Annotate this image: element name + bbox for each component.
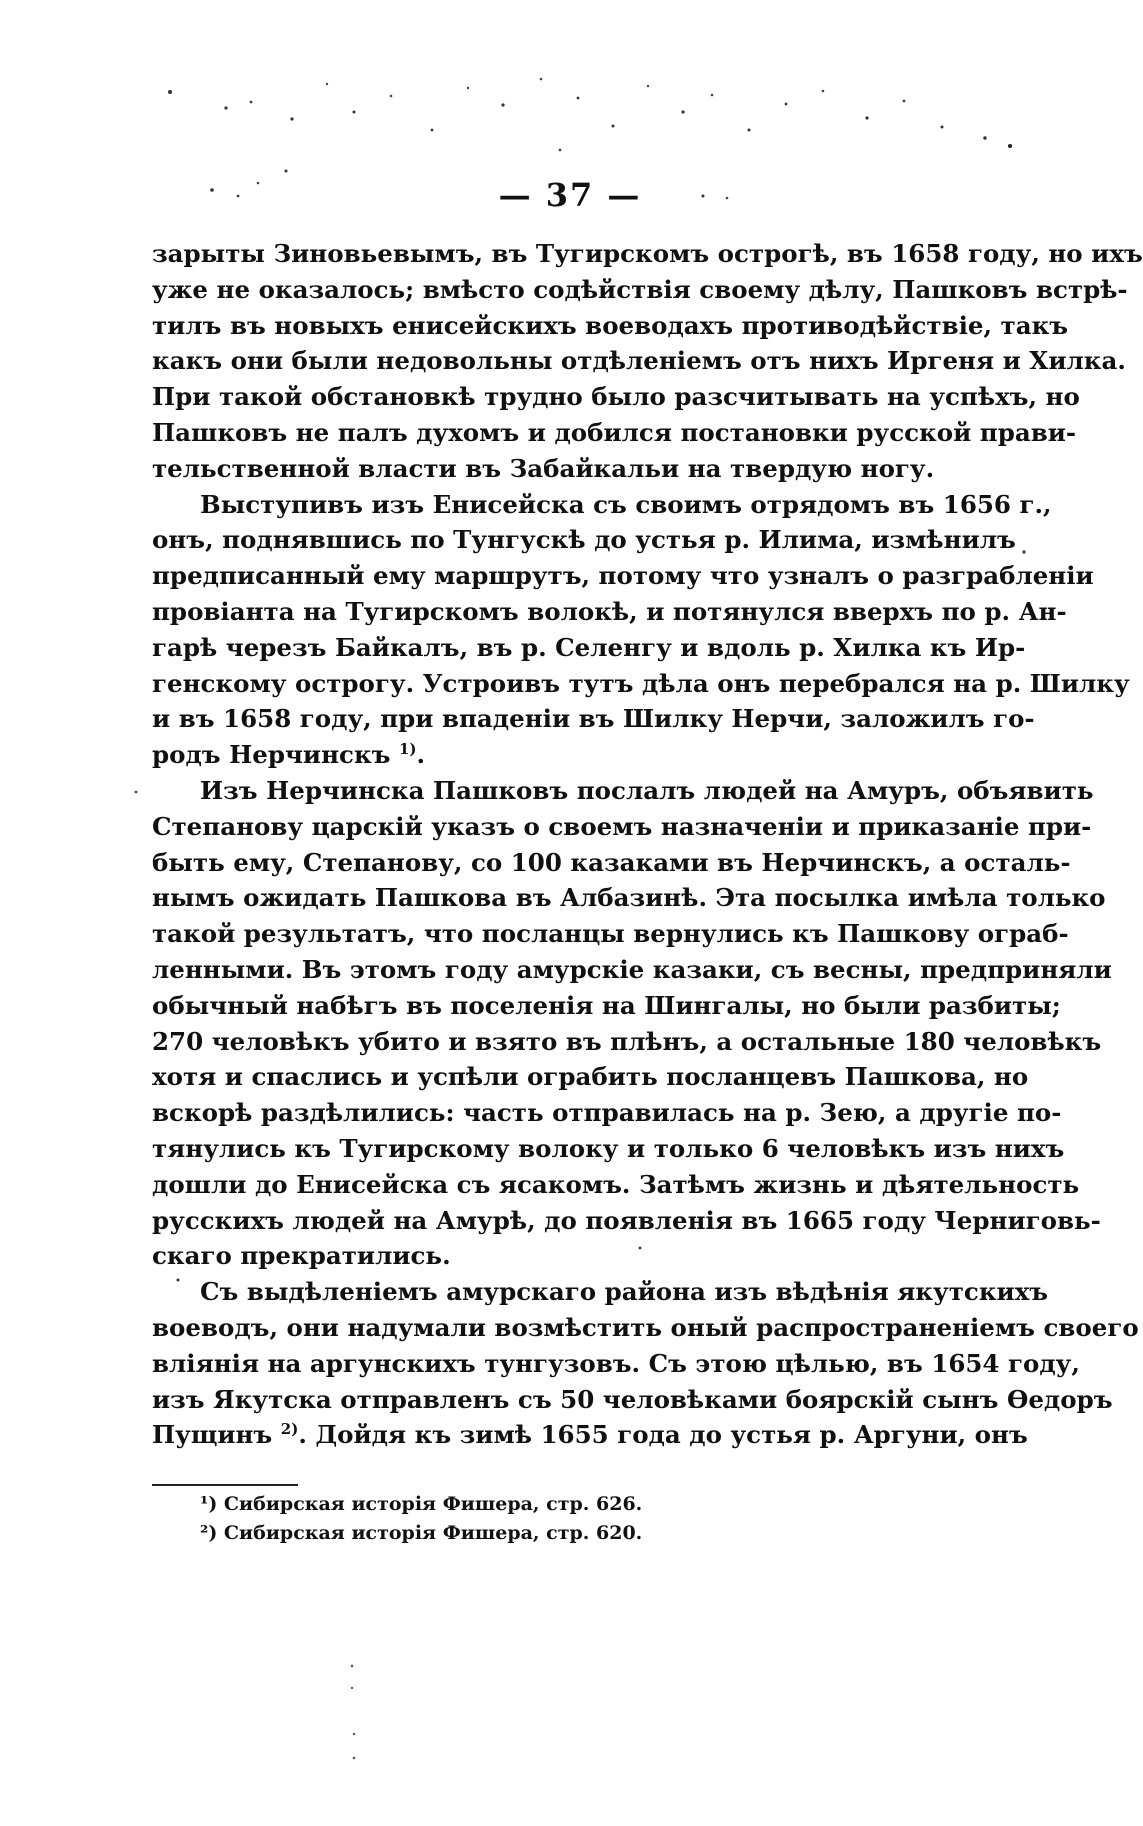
main-text [152, 236, 1143, 1453]
text-line: генскому острогу. Устроивъ тутъ дѣла онъ перебрался на р. Шилку [152, 668, 1130, 698]
text-line: уже не оказалось; вмѣсто содѣйствія своему дѣлу, Пашковъ встрѣ- [152, 274, 1128, 304]
text-line: воеводъ, они надумали возмѣстить оный распространеніемъ своего [152, 1312, 1139, 1342]
text-line: предписанный ему маршрутъ, потому что узналъ о разграбленіи [152, 561, 1094, 591]
text-fragment: . Дойдя къ зимѣ 1655 года до устья р. Аргуни, онъ [298, 1420, 1028, 1450]
text-line: хотя и спаслись и успѣли ограбить посланцевъ Пашкова, но [152, 1062, 1029, 1092]
text-line: скаго прекратились. [152, 1241, 451, 1271]
text-line: провіанта на Тугирскомъ волокѣ, и потянулся вверхъ по р. Ан- [152, 596, 1067, 626]
text-line: русскихъ людей на Амурѣ, до появленія въ 1665 году Черниговь- [152, 1205, 1101, 1235]
text-line: дошли до Енисейска съ ясакомъ. Затѣмъ жизнь и дѣятельность [152, 1169, 1080, 1199]
text-fragment: Пущинъ [152, 1420, 273, 1450]
text-fragment: . [416, 740, 426, 770]
text-line: При такой обстановкѣ трудно было разсчитывать на успѣхъ, но [152, 382, 1080, 412]
text-line: изъ Якутска отправленъ съ 50 человѣками боярскій сынъ Ѳедоръ [152, 1384, 1113, 1414]
text-line: тянулись къ Тугирскому волоку и только 6 человѣкъ изъ нихъ [152, 1133, 1065, 1163]
text-line: 270 человѣкъ убито и взято въ плѣнъ, а остальные 180 человѣкъ [152, 1026, 1102, 1056]
text-line: и въ 1658 году, при впаденіи въ Шилку Нерчи, заложилъ го- [152, 704, 1035, 734]
footnote: ²) Сибирская исторія Фишера, стр. 620. [200, 1522, 643, 1544]
page-number: — 37 — [498, 176, 642, 214]
text-line: обычный набѣгъ въ поселенія на Шингалы, но были разбиты; [152, 990, 1061, 1020]
text-line: Выступивъ изъ Енисейска съ своимъ отрядомъ въ 1656 г., [200, 489, 1052, 519]
text-line: онъ, поднявшись по Тунгускѣ до устья р. Илима, измѣнилъ [152, 525, 1016, 555]
text-line: вліянія на аргунскихъ тунгузовъ. Съ этою цѣлью, въ 1654 году, [152, 1348, 1080, 1378]
text-line: тельственной власти въ Забайкальи на твердую ногу. [152, 453, 935, 483]
text-fragment: родъ Нерчинскъ [152, 740, 391, 770]
text-line: вскорѣ раздѣлились: часть отправилась на р. Зею, а другіе по- [152, 1098, 1062, 1128]
text-line: Съ выдѣленіемъ амурскаго района изъ вѣдѣнія якутскихъ [200, 1277, 1049, 1307]
footnote-marker: 2) [280, 1420, 299, 1439]
text-line-with-footnote [152, 1417, 1028, 1453]
text-line: нымъ ожидать Пашкова въ Албазинѣ. Эта посылка имѣла только [152, 883, 1106, 913]
text-line: Степанову царскій указъ о своемъ назначеніи и приказаніе при- [152, 811, 1092, 841]
text-line: зарыты Зиновьевымъ, въ Тугирскомъ острогѣ, въ 1658 году, но ихъ [152, 239, 1143, 268]
footnote-marker: 1) [398, 740, 417, 758]
text-line: быть ему, Степанову, со 100 казаками въ Нерчинскъ, а осталь- [152, 847, 1071, 877]
text-line: Пашковъ не палъ духомъ и добился постановки русской прави- [152, 417, 1077, 447]
text-line: Изъ Нерчинска Пашковъ послалъ людей на Амуръ, объявить [200, 775, 1094, 805]
text-line: какъ они были недовольны отдѣленіемъ отъ нихъ Иргеня и Хилка. [152, 346, 1126, 376]
footnote: ¹) Сибирская исторія Фишера, стр. 626. [200, 1493, 643, 1515]
text-line: ленными. Въ этомъ году амурскіе казаки, съ весны, предприняли [152, 954, 1112, 984]
text-line: такой результатъ, что посланцы вернулись къ Пашкову ограб- [152, 919, 1069, 949]
text-line: тилъ въ новыхъ енисейскихъ воеводахъ противодѣйствіе, такъ [152, 310, 1069, 340]
footnote-divider [152, 1484, 298, 1486]
text-line-with-footnote [152, 737, 1002, 773]
text-line: гарѣ черезъ Байкалъ, въ р. Селенгу и вдоль р. Хилка къ Ир- [152, 632, 1026, 662]
footnotes [200, 1490, 1000, 1548]
